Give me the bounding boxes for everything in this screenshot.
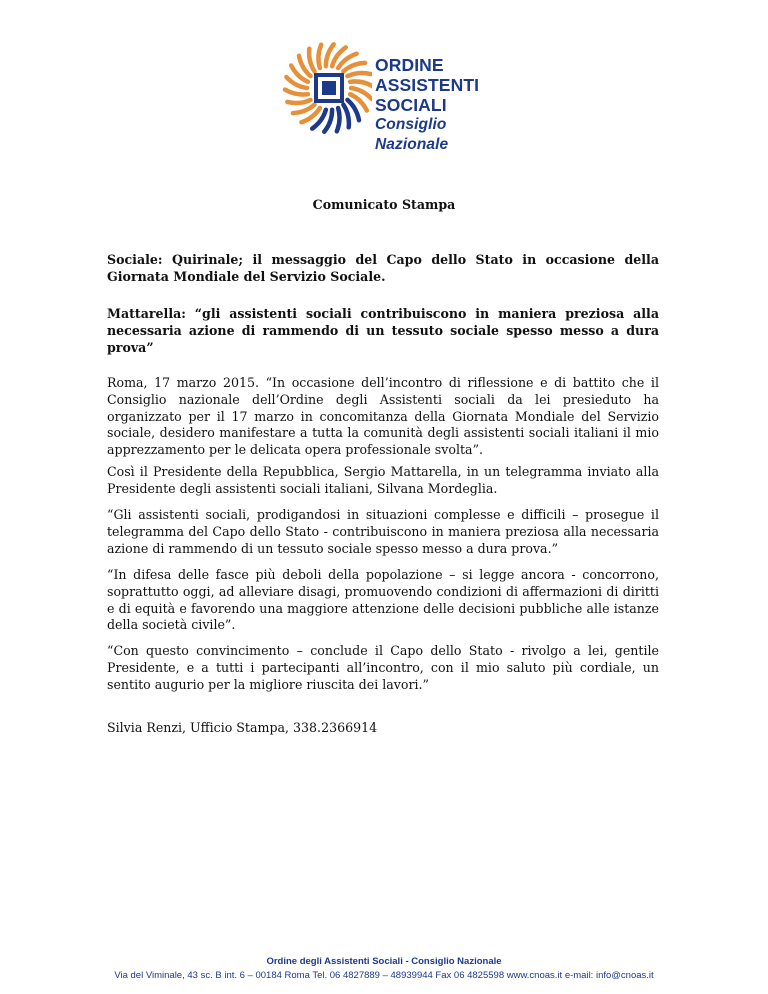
emblem-ray	[348, 73, 371, 76]
emblem-ray	[337, 108, 340, 131]
emblem-ray	[309, 49, 315, 72]
emblem-ray	[287, 100, 310, 103]
paragraph-4: “In difesa delle fasce più deboli della popolazione – si legge ancora - concorrono, soprattutto oggi, ad alleviare disagi, promuovendo condizioni di affermazioni di diritti e di equità e favorendo una maggiore attenzione delle decisioni pubbliche alle istanze della società civile”.	[107, 567, 659, 633]
headline: Sociale: Quirinale; il messaggio del Capo dello Stato in occasione della Giornata Mondiale del Servizio Sociale.	[107, 252, 659, 284]
footer-contacts: Via del Viminale, 43 sc. B int. 6 – 00184 Roma Tel. 06 4827889 – 48939944 Fax 06 4825598 www.cnoas.it e-mail: info@cnoas.it	[114, 970, 654, 981]
emblem-ray	[285, 90, 308, 95]
footer-organization: Ordine degli Assistenti Sociali - Consiglio Nazionale	[266, 956, 502, 967]
paragraph-2: Così il Presidente della Repubblica, Sergio Mattarella, in un telegramma inviato alla Presidente degli assistenti sociali italiani, Silvana Mordeglia.	[107, 464, 659, 496]
logo-line-1: ORDINE	[375, 55, 444, 75]
logo-line-3: SOCIALI	[375, 95, 447, 115]
logo-subtitle: Consiglio Nazionale	[375, 116, 449, 153]
emblem-ray	[350, 81, 372, 86]
signature: Silvia Renzi, Ufficio Stampa, 338.2366914	[107, 720, 378, 735]
paragraph-3: “Gli assistenti sociali, prodigandosi in situazioni complesse e difficili – prosegue il telegramma del Capo dello Stato - contribuiscono in maniera preziosa alla necessaria azione di rammendo di un tessuto sociale spesso messo a dura prova.”	[107, 507, 659, 556]
emblem-ray	[318, 45, 321, 68]
logo-emblem-icon	[282, 40, 372, 136]
paragraph-5: “Con questo convincimento – conclude il Capo dello Stato - rivolgo a lei, gentile Presidente, e a tutti i partecipanti all’incontro, con il mio saluto più cordiale, un sentito augurio per la migliore riuscita dei lavori.”	[107, 643, 659, 692]
logo-text	[375, 55, 512, 155]
emblem-ray	[293, 105, 315, 114]
document-label: Comunicato Stampa	[312, 197, 456, 212]
logo	[282, 40, 512, 153]
emblem-ray	[343, 63, 365, 72]
paragraph-1: Roma, 17 marzo 2015. “In occasione dell’incontro di riflessione e di battito che il Consiglio nazionale dell’Ordine degli Assistenti sociali da lei presieduto ha organizzato per il 17 marzo in concomitanza della Giornata Mondiale del Servizio sociale, desidero manifestare a tutta la comunità degli assistenti sociali italiani il mio apprezzamento per le delicata opera professionale svolta”.	[107, 375, 659, 458]
subheadline: Mattarella: “gli assistenti sociali contribuiscono in maniera preziosa alla necessaria azione di rammendo di un tessuto sociale spesso messo a dura prova”	[107, 306, 659, 355]
logo-line-2: ASSISTENTI	[375, 75, 480, 95]
emblem-ray	[343, 105, 349, 128]
